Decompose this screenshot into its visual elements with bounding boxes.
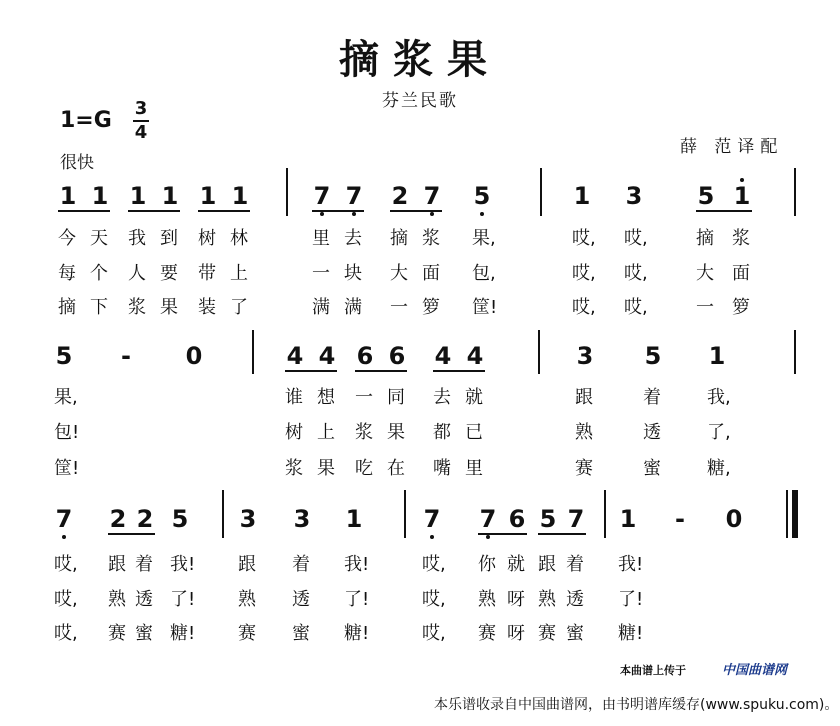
lyric-syllable: 蜜 [643,458,661,479]
jianpu-note: 5 [55,342,73,370]
lyric-syllable: 树 [198,228,216,249]
jianpu-note: 5 [471,182,493,210]
jianpu-note: 7 [421,182,443,210]
octave-dot-below [352,212,356,216]
lyric-syllable: 糖! [344,623,370,644]
song-subtitle: 芬兰民歌 [382,91,458,111]
lyric-syllable: 摘 [58,297,76,318]
eighth-note-beam [390,210,442,212]
lyric-syllable: 就 [465,387,483,408]
jianpu-note: 7 [311,182,333,210]
lyric-syllable: 装 [198,297,216,318]
lyric-syllable: 谁 [285,387,303,408]
octave-dot-below [320,212,324,216]
lyric-syllable: 我! [170,554,196,575]
bar-line [794,168,796,216]
lyric-syllable: 跟 [238,554,256,575]
lyric-syllable: 树 [285,422,303,443]
jianpu-note: 7 [343,182,365,210]
bar-line [286,168,288,216]
lyric-syllable: 浆 [128,297,146,318]
lyric-syllable: 我, [707,387,731,408]
lyric-syllable: 哎, [422,623,446,644]
lyric-syllable: 哎, [572,263,596,284]
bar-line [540,168,542,216]
lyric-syllable: 人 [128,263,146,284]
lyric-syllable: 箩 [732,297,750,318]
lyric-syllable: 大 [696,263,714,284]
lyric-syllable: 你 [478,554,496,575]
octave-dot-below [430,535,434,539]
lyric-syllable: 满 [344,297,362,318]
source-note: 本乐谱收录自中国曲谱网，由书明谱库缓存(www.spuku.com)。 [434,697,839,713]
lyric-syllable: 果 [160,297,178,318]
lyric-syllable: 了, [707,422,731,443]
jianpu-note: 1 [345,505,363,533]
arranger-credit: 薛 范译配 [680,137,784,157]
time-signature-bottom: 4 [134,122,148,143]
lyric-syllable: 熟 [108,589,126,610]
lyric-syllable: 赛 [575,458,593,479]
final-bar-line [792,490,798,538]
lyric-syllable: 赛 [538,623,556,644]
lyric-syllable: 浆 [732,228,750,249]
lyric-syllable: 都 [433,422,451,443]
jianpu-note: 3 [293,505,311,533]
lyric-syllable: 果 [317,458,335,479]
lyric-syllable: 嘴 [433,458,451,479]
octave-dot-below [62,535,66,539]
lyric-syllable: 摘 [390,228,408,249]
eighth-note-beam [538,533,586,535]
lyric-syllable: 跟 [538,554,556,575]
lyric-syllable: 熟 [478,589,496,610]
lyric-syllable: 哎, [624,228,648,249]
eighth-note-beam [355,370,407,372]
lyric-syllable: 在 [387,458,405,479]
jianpu-note: 7 [421,505,443,533]
lyric-syllable: 赛 [238,623,256,644]
lyric-syllable: 哎, [422,589,446,610]
eighth-note-beam [478,533,527,535]
eighth-note-beam [128,210,180,212]
eighth-note-beam [285,370,337,372]
jianpu-note: 1 [161,182,179,210]
jianpu-note: 6 [388,342,406,370]
time-signature [128,98,154,144]
jianpu-note: 1 [731,182,753,210]
octave-dot-below [486,535,490,539]
lyric-syllable: 一 [696,297,714,318]
lyric-syllable: 下 [90,297,108,318]
eighth-note-beam [696,210,752,212]
lyric-syllable: 大 [390,263,408,284]
site-logo: 中国曲谱网 [722,663,788,678]
lyric-syllable: 包! [54,422,80,443]
eighth-note-beam [58,210,110,212]
eighth-note-beam [312,210,364,212]
jianpu-note: 6 [508,505,526,533]
lyric-syllable: 哎, [54,623,78,644]
lyric-syllable: 去 [344,228,362,249]
lyric-syllable: 透 [135,589,153,610]
lyric-syllable: 透 [566,589,584,610]
lyric-syllable: 一 [312,263,330,284]
lyric-syllable: 了! [344,589,370,610]
lyric-syllable: 哎, [624,263,648,284]
lyric-syllable: 蜜 [135,623,153,644]
lyric-syllable: 着 [643,387,661,408]
lyric-syllable: 蜜 [566,623,584,644]
lyric-syllable: 块 [344,263,362,284]
jianpu-note: 3 [576,342,594,370]
lyric-syllable: 就 [507,554,525,575]
lyric-syllable: 果 [387,422,405,443]
lyric-syllable: 着 [566,554,584,575]
song-title: 摘浆果 [339,36,501,83]
lyric-syllable: 了! [618,589,644,610]
lyric-syllable: 哎, [572,297,596,318]
bar-line [538,330,540,374]
bar-line [404,490,406,538]
lyric-syllable: 哎, [54,554,78,575]
jianpu-note: 3 [625,182,643,210]
lyric-syllable: 呀 [507,623,525,644]
jianpu-note: 7 [477,505,499,533]
time-signature-top: 3 [134,98,148,119]
lyric-syllable: 果, [472,228,496,249]
bar-line [794,330,796,374]
bar-line [222,490,224,538]
lyric-syllable: 到 [160,228,178,249]
lyric-syllable: 了! [170,589,196,610]
bar-line [252,330,254,374]
jianpu-note: 1 [708,342,726,370]
jianpu-note: 1 [619,505,637,533]
lyric-syllable: 筐! [54,458,80,479]
lyric-syllable: 浆 [285,458,303,479]
jianpu-note: 2 [391,182,409,210]
lyric-syllable: 赛 [478,623,496,644]
lyric-syllable: 上 [230,263,248,284]
jianpu-note: 2 [109,505,127,533]
lyric-syllable: 想 [317,387,335,408]
jianpu-note: 0 [185,342,203,370]
jianpu-note: 5 [171,505,189,533]
lyric-syllable: 糖! [170,623,196,644]
jianpu-note: 5 [697,182,715,210]
jianpu-note: 4 [466,342,484,370]
lyric-syllable: 着 [292,554,310,575]
upload-note: 本曲谱上传于 [620,664,686,677]
lyric-syllable: 林 [230,228,248,249]
lyric-syllable: 面 [732,263,750,284]
lyric-syllable: 赛 [108,623,126,644]
jianpu-note: 1 [59,182,77,210]
lyric-syllable: 已 [465,422,483,443]
lyric-syllable: 哎, [54,589,78,610]
lyric-syllable: 今 [58,228,76,249]
lyric-syllable: 熟 [238,589,256,610]
jianpu-note: 7 [567,505,585,533]
eighth-note-beam [433,370,485,372]
lyric-syllable: 面 [422,263,440,284]
jianpu-note: 1 [199,182,217,210]
jianpu-note: 4 [318,342,336,370]
lyric-syllable: 满 [312,297,330,318]
lyric-syllable: 透 [643,422,661,443]
eighth-note-beam [108,533,155,535]
lyric-syllable: 呀 [507,589,525,610]
jianpu-note: 1 [129,182,147,210]
lyric-syllable: 熟 [538,589,556,610]
bar-line [786,490,788,538]
lyric-syllable: 里 [312,228,330,249]
jianpu-note: - [675,505,685,533]
jianpu-note: 1 [573,182,591,210]
jianpu-note: 1 [91,182,109,210]
lyric-syllable: 着 [135,554,153,575]
jianpu-note: 7 [53,505,75,533]
octave-dot-below [430,212,434,216]
lyric-syllable: 哎, [624,297,648,318]
key-signature: 1=G [60,108,112,133]
lyric-syllable: 哎, [422,554,446,575]
lyric-syllable: 同 [387,387,405,408]
lyric-syllable: 一 [355,387,373,408]
lyric-syllable: 浆 [422,228,440,249]
lyric-syllable: 糖, [707,458,731,479]
lyric-syllable: 我! [344,554,370,575]
lyric-syllable: 带 [198,263,216,284]
jianpu-note: 2 [136,505,154,533]
lyric-syllable: 吃 [355,458,373,479]
lyric-syllable: 熟 [575,422,593,443]
lyric-syllable: 我 [128,228,146,249]
lyric-syllable: 天 [90,228,108,249]
jianpu-note: 0 [725,505,743,533]
lyric-syllable: 跟 [108,554,126,575]
jianpu-note: 4 [434,342,452,370]
jianpu-note: 5 [644,342,662,370]
lyric-syllable: 蜜 [292,623,310,644]
lyric-syllable: 果, [54,387,78,408]
octave-dot-below [480,212,484,216]
lyric-syllable: 了 [230,297,248,318]
jianpu-note: 3 [239,505,257,533]
jianpu-note: - [121,342,131,370]
eighth-note-beam [198,210,250,212]
lyric-syllable: 透 [292,589,310,610]
lyric-syllable: 浆 [355,422,373,443]
lyric-syllable: 摘 [696,228,714,249]
lyric-syllable: 包, [472,263,496,284]
jianpu-note: 6 [356,342,374,370]
lyric-syllable: 哎, [572,228,596,249]
lyric-syllable: 一 [390,297,408,318]
lyric-syllable: 筐! [472,297,498,318]
lyric-syllable: 箩 [422,297,440,318]
lyric-syllable: 上 [317,422,335,443]
jianpu-note: 4 [286,342,304,370]
lyric-syllable: 糖! [618,623,644,644]
octave-dot-above [740,178,744,182]
tempo-marking: 很快 [60,153,94,173]
lyric-syllable: 个 [90,263,108,284]
lyric-syllable: 去 [433,387,451,408]
lyric-syllable: 要 [160,263,178,284]
jianpu-note: 5 [539,505,557,533]
lyric-syllable: 每 [58,263,76,284]
jianpu-note: 1 [231,182,249,210]
bar-line [604,490,606,538]
lyric-syllable: 里 [465,458,483,479]
lyric-syllable: 跟 [575,387,593,408]
lyric-syllable: 我! [618,554,644,575]
